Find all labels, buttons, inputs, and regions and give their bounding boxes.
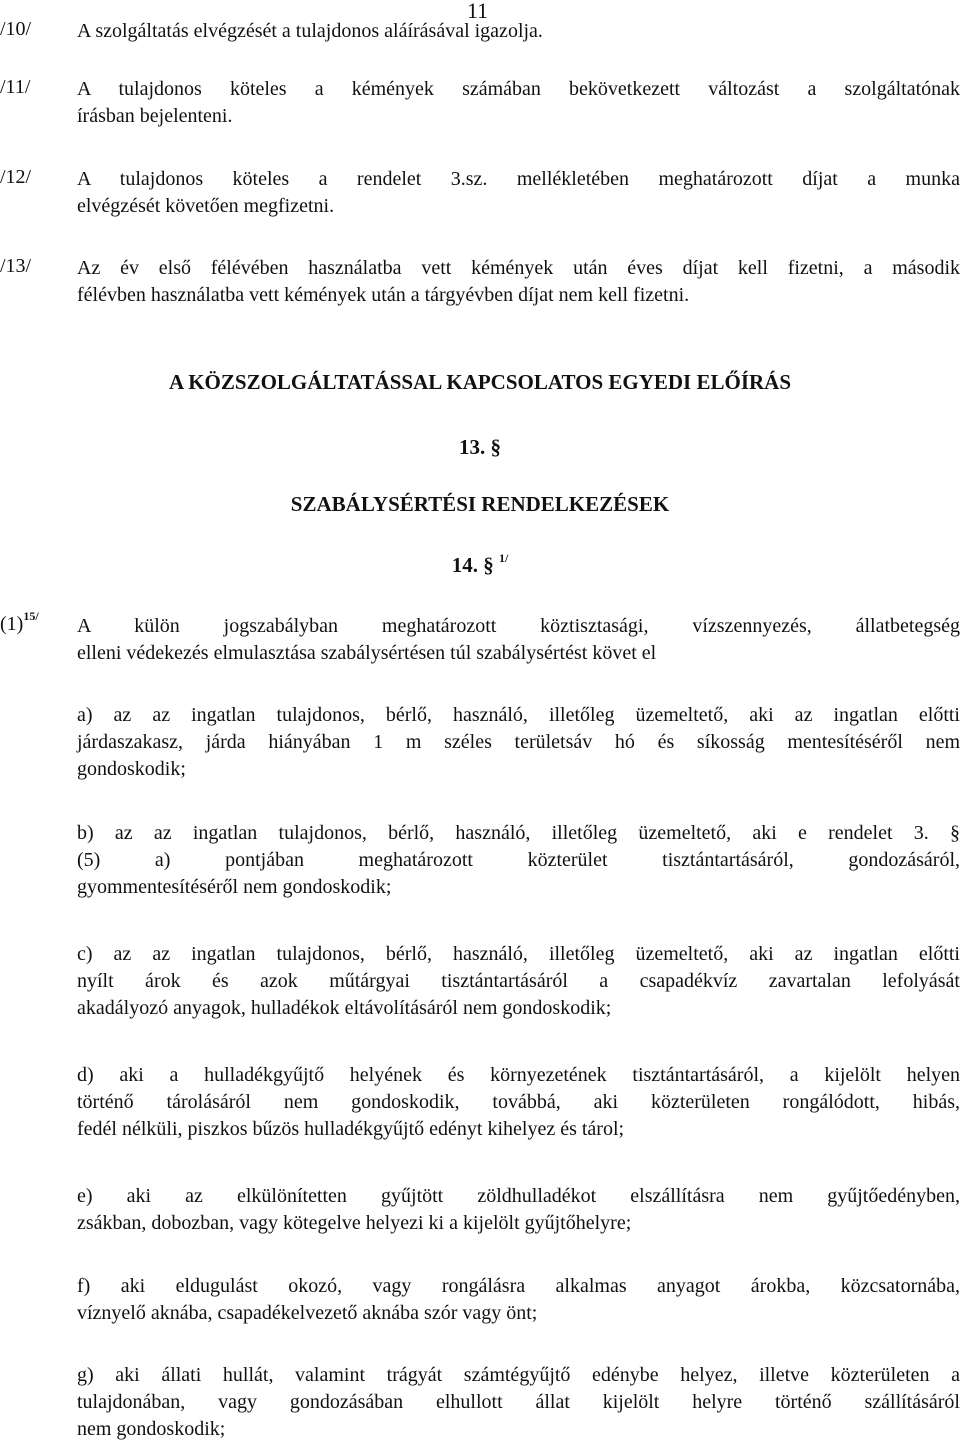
text-line: nem gondoskodik;: [77, 1418, 226, 1440]
text-line: gondoskodik;: [77, 758, 186, 780]
item-text: [77, 255, 960, 309]
footnote-ref: 1/: [498, 551, 509, 565]
text-line: e) aki az elkülönítetten gyűjtött zöldhulladékot elszállításra nem gyűjtőedényben,: [77, 1185, 960, 1207]
section-heading: A KÖZSZOLGÁLTATÁSSAL KAPCSOLATOS EGYEDI ELŐÍRÁS: [168, 370, 792, 394]
text-line: járdaszakasz, járda hiányában 1 m széles területsáv hó és síkosság mentesítéséről nem: [77, 731, 960, 753]
text-line: A szolgáltatás elvégzését a tulajdonos aláírásával igazolja.: [77, 20, 543, 42]
text-line: d) aki a hulladékgyűjtő helyének és környezetének tisztántartásáról, a kijelölt helyen: [77, 1064, 960, 1086]
page-number: 11: [467, 0, 489, 23]
sub-item-c: [77, 941, 960, 1022]
paragraph-number: [0, 609, 39, 636]
item-number: /10/: [0, 18, 32, 40]
sub-item-b: [77, 820, 960, 901]
text-line: a) az az ingatlan tulajdonos, bérlő, használó, illetőleg üzemeltető, aki az ingatlan előtti: [77, 704, 960, 726]
text-line: zsákban, dobozban, vagy kötegelve helyezi ki a kijelölt gyűjtőhelyre;: [77, 1212, 632, 1234]
text-line: nyílt árok és azok műtárgyai tisztántartásáról a csapadékvíz zavartalan lefolyását: [77, 970, 960, 992]
text-line: gyommentesítéséről nem gondoskodik;: [77, 876, 392, 898]
text-line: elvégzését követően megfizetni.: [77, 195, 335, 217]
footnote-ref: 15/: [23, 609, 39, 623]
text-line: fedél nélküli, piszkos bűzös hulladékgyűjtő edényt kihelyez és tárol;: [77, 1118, 625, 1140]
section-number-text: 14. §: [451, 553, 494, 577]
sub-item-a: [77, 702, 960, 783]
text-line: félévben használatba vett kémények után a tárgyévben díjat nem kell fizetni.: [77, 284, 690, 306]
paragraph-number-text: (1): [0, 613, 24, 635]
paragraph-text: [77, 613, 960, 667]
item-number: /13/: [0, 255, 32, 277]
sub-item-g: [77, 1362, 960, 1443]
item-text: [77, 18, 960, 45]
text-line: b) az az ingatlan tulajdonos, bérlő, használó, illetőleg üzemeltető, aki e rendelet 3. §: [77, 822, 960, 844]
text-line: c) az az ingatlan tulajdonos, bérlő, használó, illetőleg üzemeltető, aki az ingatlan előtti: [77, 943, 960, 965]
section-number: 13. §: [459, 435, 501, 459]
sub-item-e: [77, 1183, 960, 1237]
item-text: [77, 166, 960, 220]
item-text: [77, 76, 960, 130]
text-line: elleni védekezés elmulasztása szabálysértésen túl szabálysértést követ el: [77, 642, 657, 664]
text-line: A tulajdonos köteles a kémények számában bekövetkezett változást a szolgáltatónak: [77, 78, 960, 100]
section-number: [0, 552, 960, 581]
text-line: (5) a) pontjában meghatározott közterület tisztántartásáról, gondozásáról,: [77, 849, 960, 871]
section-heading: SZABÁLYSÉRTÉSI RENDELKEZÉSEK: [290, 492, 670, 516]
sub-item-d: [77, 1062, 960, 1143]
item-number: /11/: [0, 76, 31, 98]
text-line: történő tárolásáról nem gondoskodik, továbbá, aki közterületen rongálódott, hibás,: [77, 1091, 960, 1113]
text-line: f) aki eldugulást okozó, vagy rongálásra alkalmas anyagot árokba, közcsatornába,: [77, 1275, 960, 1297]
item-number: /12/: [0, 166, 32, 188]
text-line: akadályozó anyagok, hulladékok eltávolításáról nem gondoskodik;: [77, 997, 612, 1019]
text-line: tulajdonában, vagy gondozásában elhullott állat kijelölt helyre történő szállításáról: [77, 1391, 960, 1413]
text-line: írásban bejelenteni.: [77, 105, 233, 127]
text-line: víznyelő aknába, csapadékelvezető aknába szór vagy önt;: [77, 1302, 538, 1324]
text-line: g) aki állati hullát, valamint trágyát számtégyűjtő edénybe helyez, illetve közterületen a: [77, 1364, 960, 1386]
text-line: A tulajdonos köteles a rendelet 3.sz. mellékletében meghatározott díjat a munka: [77, 168, 960, 190]
text-line: A külön jogszabályban meghatározott köztisztasági, vízszennyezés, állatbetegség: [77, 615, 960, 637]
sub-item-f: [77, 1273, 960, 1327]
text-line: Az év első félévében használatba vett kémények után éves díjat kell fizetni, a második: [77, 257, 960, 279]
